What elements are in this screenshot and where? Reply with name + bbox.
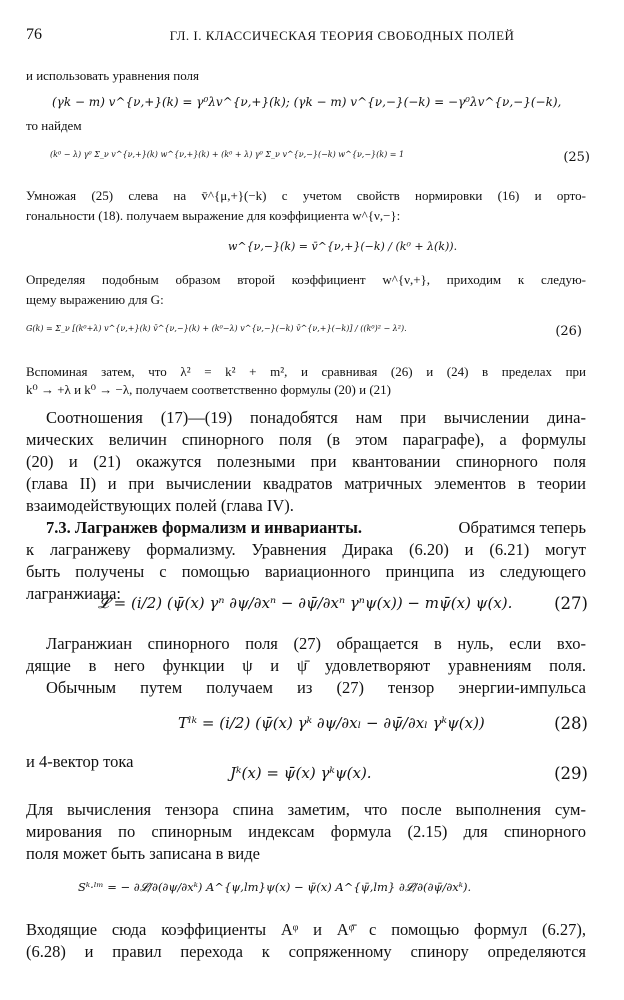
equation-28: [178, 714, 588, 732]
text-line: (6.28) и правил перехода к сопряженному спинору определяются: [26, 942, 586, 961]
section-heading-line: [46, 518, 586, 538]
equation-body: 𝓛 = (i/2) (ψ̄(x) γⁿ ∂ψ/∂xⁿ − ∂ψ̄/∂xⁿ γⁿψ(x)) − mψ̄(x) ψ(x).: [98, 594, 513, 612]
equation-number: (28): [554, 714, 588, 733]
text-line: взаимодействующих полей (глава IV).: [26, 496, 294, 515]
equation-27: [98, 594, 588, 622]
text-line: (20) и (21) окажутся полезными при квантовании спинорного поля: [26, 452, 586, 471]
equation-body: (k⁰ − λ) γ⁰ Σ_ν v^{ν,+}(k) w^{ν,+}(k) + (k⁰ + λ) γ⁰ Σ_ν v^{ν,−}(−k) w^{ν,−}(k) = 1: [50, 150, 405, 159]
text-line: Соотношения (17)—(19) понадобятся нам при вычислении дина-: [46, 408, 586, 427]
text-line: поля может быть записана в виде: [26, 844, 260, 863]
text-line: и использовать уравнения поля: [26, 68, 199, 83]
text-line: лагранжиана:: [26, 584, 122, 603]
text-line: k⁰ → +λ и k⁰ → −λ, получаем соответственно формулы (20) и (21): [26, 382, 392, 397]
equation-spin: Sᵏ·ˡᵐ = − ∂𝓛/∂(∂ψ/∂xᵏ) A^{ψ,lm}ψ(x) − ψ̄(x) A^{ψ̄,lm} ∂𝓛/∂(∂ψ̄/∂xᵏ).: [78, 880, 472, 894]
running-head: ГЛ. I. КЛАССИЧЕСКАЯ ТЕОРИЯ СВОБОДНЫХ ПОЛЕЙ: [169, 28, 515, 43]
text-line: Лагранжиан спинорного поля (27) обращается в нуль, если вхо-: [46, 634, 586, 653]
text-line: к лагранжеву формализму. Уравнения Дирака (6.20) и (6.21) могут: [26, 540, 586, 559]
section-title: 7.3. Лагранжев формализм и инварианты.: [46, 518, 362, 537]
text-line: (глава II) и при вычислении квадратов матричных элементов в теории: [26, 474, 586, 493]
text-line: Умножая (25) слева на v̄^{μ,+}(−k) с учетом свойств нормировки (16) и орто-: [26, 188, 586, 203]
page-number: 76: [26, 26, 42, 43]
text-line: Обычным путем получаем из (27) тензор энергии-импульса: [46, 678, 586, 697]
equation-body: Tˡᵏ = (i/2) (ψ̄(x) γᵏ ∂ψ/∂xₗ − ∂ψ̄/∂xₗ γᵏψ(x)): [178, 714, 485, 732]
text-line: гональности (18). получаем выражение для коэффициента w^{ν,−}:: [26, 208, 401, 223]
text-line: Вспоминая затем, что λ² = k² + m², и сравнивая (26) и (24) в пределах при: [26, 364, 586, 379]
equation-body: Jᵏ(x) = ψ̄(x) γᵏψ(x).: [230, 764, 372, 782]
equation-29: [230, 764, 588, 782]
text-line: быть получены с помощью вариационного принципа из следующего: [26, 562, 586, 581]
text-line: мических величин спинорного поля (в этом параграфе), а формулы: [26, 430, 586, 449]
equation-25: [50, 150, 590, 165]
equation-number: (29): [554, 764, 588, 783]
equation-number: (27): [554, 594, 588, 613]
equation-field: (γk − m) v^{ν,+}(k) = γ⁰λv^{ν,+}(k); (γk − m) v^{ν,−}(−k) = −γ⁰λv^{ν,−}(−k),: [52, 95, 562, 109]
equation-number: (26): [555, 324, 582, 339]
text-line: Определяя подобным образом второй коэффициент w^{ν,+}, приходим к следую-: [26, 272, 586, 287]
equation-w: w^{ν,−}(k) = v̄^{ν,+}(−k) / (k⁰ + λ(k)).: [228, 240, 458, 253]
equation-number: (25): [563, 150, 590, 165]
text-line: щему выражению для G:: [26, 292, 164, 307]
equation-26: [26, 324, 582, 339]
text-line: мирования по спинорным индексам формула (2.15) для спинорного: [26, 822, 586, 841]
text-line: и 4-вектор тока: [26, 752, 134, 771]
text-line: то найдем: [26, 118, 82, 133]
text-line: дящие в него функции ψ и ψ̄ удовлетворяют уравнениям поля.: [26, 656, 586, 675]
text-line: Входящие сюда коэффициенты Aᵠ и Aᵠ̄ с помощью формул (6.27),: [26, 920, 586, 939]
equation-body: G(k) = Σ_ν [(k⁰+λ) v^{ν,+}(k) v̄^{ν,−}(k) + (k⁰−λ) v^{ν,−}(−k) v̄^{ν,+}(−k)] / ((k⁰)² − λ²).: [26, 324, 407, 333]
text-line: Для вычисления тензора спина заметим, что после выполнения сум-: [26, 800, 586, 819]
text-line: Обратимся теперь: [458, 518, 586, 537]
